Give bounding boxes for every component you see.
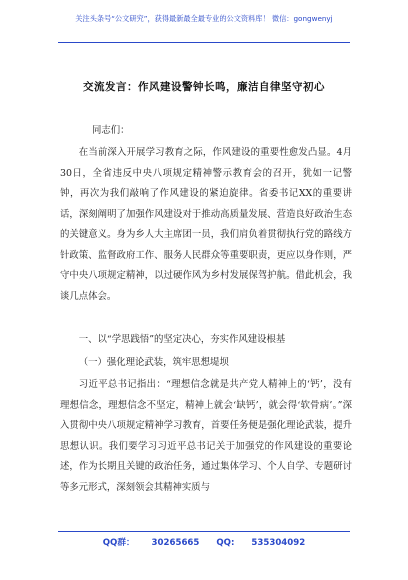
header-banner: 关注头条号“公文研究”，获得最新最全最专业的公文资料库！ 微信：gongwenyj xyxy=(75,14,333,23)
body-paragraph: 在当前深入开展学习教育之际，作风建设的重要性愈发凸显。4月30日，全省违反中央八项规定精神警示教育会的召开，犹如一记警钟，再次为我们敲响了作风建设的紧迫旋律。省委书记XX的重要讲话，深刻阐明了加强作风建设对于推动高质量发展、营造良好政治生态的关键意义。身为乡人大主席团一员，我们肩负着贯彻执行党的路线方针政策、监督政府工作、服务人民群众等重要职责，更应以身作则，严守中央八项规定精神，以过硬作风为乡村发展保驾护航。借此机会，我谈几点体会。 xyxy=(60,147,352,302)
subsection-heading: （一）强化理论武装，筑牢思想堤坝 xyxy=(78,357,229,368)
salutation: 同志们： xyxy=(92,125,130,136)
section-heading: 一、以“学思践悟”的坚定决心，夯实作风建设根基 xyxy=(78,334,286,345)
header-divider xyxy=(58,42,350,43)
document-title: 交流发言：作风建设警钟长鸣，廉洁自律坚守初心 xyxy=(83,81,325,93)
footer-divider xyxy=(58,531,350,532)
body-paragraph: 习近平总书记指出：“理想信念就是共产党人精神上的‘钙’，没有理想信念，理想信念不坚定，精神上就会‘缺钙’，就会得‘软骨病’。”深入贯彻中央八项规定精神学习教育，首要任务便是强化理论武装，提升思想认识。我们要学习习近平总书记关于加强党的作风建设的重要论述，作为长期且关键的政治任务，通过集体学习、个人自学、专题研讨等多元形式，深刻领会其精神实质与 xyxy=(60,379,352,493)
footer-contact: QQ群： 30265665 QQ: 535304092 xyxy=(102,538,306,548)
